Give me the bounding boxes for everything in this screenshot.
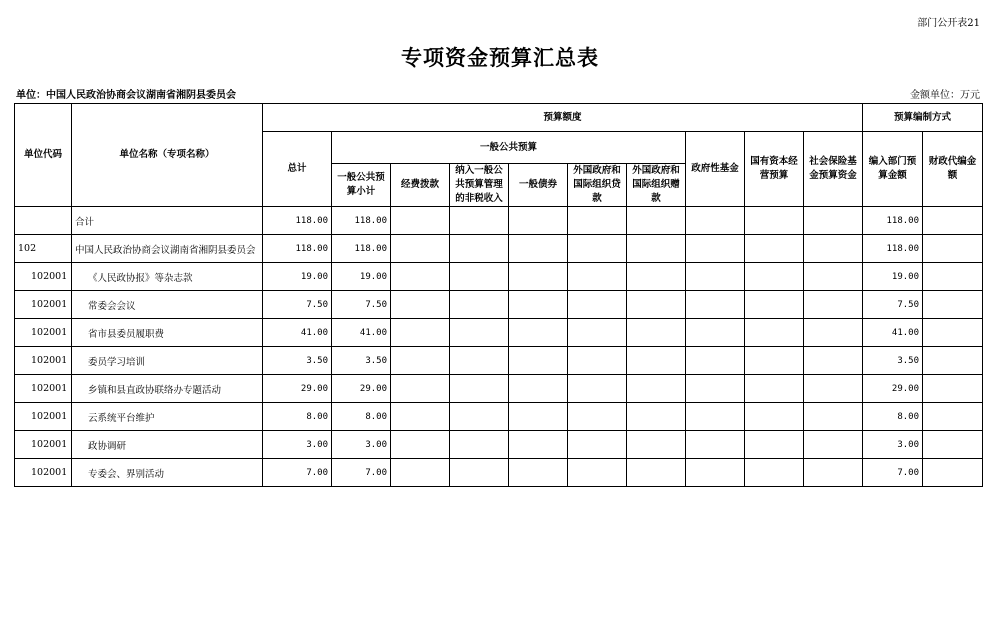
cell-state-capital [745,375,804,403]
cell-fund-allocation [391,207,450,235]
cell-general-subtotal: 41.00 [332,319,391,347]
cell-total: 29.00 [263,375,332,403]
cell-foreign-loan [568,235,627,263]
cell-unit-name: 中国人民政治协商会议湖南省湘阴县委员会 [72,235,263,263]
cell-fund-allocation [391,375,450,403]
cell-gov-fund [686,347,745,375]
cell-foreign-loan [568,207,627,235]
cell-non-tax-income [450,459,509,487]
cell-total: 41.00 [263,319,332,347]
cell-fund-allocation [391,347,450,375]
amount-unit-label: 金额单位：万元 [910,90,980,101]
cell-non-tax-income [450,431,509,459]
cell-social-insurance [804,263,863,291]
cell-foreign-grant [627,235,686,263]
col-compile-method: 预算编制方式 [863,104,983,132]
cell-unit-code: 102001 [15,403,72,431]
col-foreign-loan: 外国政府和国际组织贷款 [568,164,627,207]
cell-foreign-loan [568,375,627,403]
cell-dept-budget: 3.00 [863,431,923,459]
cell-unit-name: 云系统平台维护 [72,403,263,431]
col-fund-allocation: 经费拨款 [391,164,450,207]
cell-unit-code: 102001 [15,263,72,291]
cell-foreign-grant [627,375,686,403]
table-row [15,431,983,459]
cell-unit-code: 102001 [15,347,72,375]
cell-state-capital [745,291,804,319]
cell-unit-name: 专委会、界别活动 [72,459,263,487]
cell-fund-allocation [391,403,450,431]
cell-social-insurance [804,347,863,375]
cell-fiscal-agent [923,319,983,347]
cell-dept-budget: 19.00 [863,263,923,291]
cell-social-insurance [804,431,863,459]
cell-social-insurance [804,459,863,487]
cell-general-subtotal: 3.50 [332,347,391,375]
cell-foreign-grant [627,459,686,487]
cell-social-insurance [804,375,863,403]
cell-general-subtotal: 8.00 [332,403,391,431]
cell-dept-budget: 3.50 [863,347,923,375]
cell-state-capital [745,347,804,375]
cell-fund-allocation [391,263,450,291]
cell-social-insurance [804,291,863,319]
col-general-subtotal: 一般公共预算小计 [332,164,391,207]
cell-general-subtotal: 19.00 [332,263,391,291]
col-state-capital: 国有资本经营预算 [745,132,804,207]
col-social-insurance: 社会保险基金预算资金 [804,132,863,207]
cell-total: 7.00 [263,459,332,487]
table-row [15,347,983,375]
cell-state-capital [745,319,804,347]
cell-gov-fund [686,319,745,347]
cell-fiscal-agent [923,375,983,403]
cell-state-capital [745,263,804,291]
cell-unit-name: 委员学习培训 [72,347,263,375]
cell-non-tax-income [450,319,509,347]
cell-total: 3.00 [263,431,332,459]
cell-fiscal-agent [923,459,983,487]
cell-dept-budget: 118.00 [863,235,923,263]
unit-label: 单位：中国人民政治协商会议湖南省湘阴县委员会 [16,90,236,101]
col-fiscal-agent: 财政代编金额 [923,132,983,207]
cell-foreign-grant [627,263,686,291]
cell-state-capital [745,207,804,235]
cell-dept-budget: 7.50 [863,291,923,319]
col-foreign-grant: 外国政府和国际组织赠款 [627,164,686,207]
cell-general-bond [509,235,568,263]
page-title: 专项资金预算汇总表 [401,45,599,70]
cell-foreign-grant [627,291,686,319]
cell-total: 3.50 [263,347,332,375]
cell-gov-fund [686,263,745,291]
cell-unit-code: 102001 [15,319,72,347]
cell-fund-allocation [391,459,450,487]
col-gov-fund: 政府性基金 [686,132,745,207]
cell-non-tax-income [450,263,509,291]
cell-non-tax-income [450,235,509,263]
cell-foreign-loan [568,347,627,375]
cell-general-bond [509,347,568,375]
cell-total: 118.00 [263,235,332,263]
cell-unit-name: 政协调研 [72,431,263,459]
cell-foreign-grant [627,207,686,235]
table-row [15,263,983,291]
table-row [15,235,983,263]
cell-total: 118.00 [263,207,332,235]
col-unit-code: 单位代码 [15,104,72,207]
cell-unit-code: 102 [15,235,72,263]
cell-general-bond [509,431,568,459]
cell-fiscal-agent [923,263,983,291]
cell-state-capital [745,235,804,263]
cell-social-insurance [804,319,863,347]
cell-gov-fund [686,207,745,235]
col-general-public: 一般公共预算 [332,132,686,164]
cell-unit-name: 《人民政协报》等杂志款 [72,263,263,291]
cell-non-tax-income [450,291,509,319]
cell-unit-code: 102001 [15,375,72,403]
cell-general-bond [509,375,568,403]
cell-fund-allocation [391,431,450,459]
cell-foreign-grant [627,431,686,459]
col-unit-name: 单位名称（专项名称） [72,104,263,207]
cell-general-subtotal: 118.00 [332,235,391,263]
col-total: 总计 [263,132,332,207]
cell-dept-budget: 118.00 [863,207,923,235]
cell-foreign-loan [568,263,627,291]
col-non-tax-income: 纳入一般公共预算管理的非税收入 [450,164,509,207]
cell-fund-allocation [391,235,450,263]
cell-fiscal-agent [923,235,983,263]
cell-unit-code [15,207,72,235]
cell-dept-budget: 29.00 [863,375,923,403]
cell-unit-code: 102001 [15,459,72,487]
cell-foreign-loan [568,319,627,347]
table-row [15,291,983,319]
table-row [15,459,983,487]
cell-general-bond [509,263,568,291]
form-number: 部门公开表21 [917,18,980,29]
table-row [15,319,983,347]
cell-gov-fund [686,235,745,263]
cell-fiscal-agent [923,431,983,459]
cell-gov-fund [686,459,745,487]
cell-general-bond [509,207,568,235]
table-row [15,403,983,431]
cell-total: 8.00 [263,403,332,431]
cell-foreign-loan [568,291,627,319]
cell-unit-name: 省市县委员履职费 [72,319,263,347]
cell-dept-budget: 41.00 [863,319,923,347]
cell-general-bond [509,319,568,347]
cell-fiscal-agent [923,347,983,375]
cell-gov-fund [686,403,745,431]
cell-social-insurance [804,235,863,263]
table-row [15,375,983,403]
cell-gov-fund [686,291,745,319]
cell-state-capital [745,403,804,431]
cell-social-insurance [804,403,863,431]
cell-fund-allocation [391,319,450,347]
cell-total: 7.50 [263,291,332,319]
cell-non-tax-income [450,207,509,235]
table-row [15,207,983,235]
table-body [15,207,983,487]
cell-state-capital [745,459,804,487]
cell-fiscal-agent [923,403,983,431]
cell-fiscal-agent [923,291,983,319]
cell-unit-name: 常委会会议 [72,291,263,319]
cell-general-subtotal: 7.00 [332,459,391,487]
cell-unit-name: 合计 [72,207,263,235]
cell-total: 19.00 [263,263,332,291]
cell-general-bond [509,403,568,431]
cell-state-capital [745,431,804,459]
table-header [15,104,983,207]
cell-fiscal-agent [923,207,983,235]
cell-unit-name: 乡镇和县直政协联络办专题活动 [72,375,263,403]
cell-non-tax-income [450,375,509,403]
col-general-bond: 一般债券 [509,164,568,207]
cell-unit-code: 102001 [15,431,72,459]
cell-gov-fund [686,375,745,403]
budget-table [14,103,983,487]
cell-unit-code: 102001 [15,291,72,319]
cell-non-tax-income [450,403,509,431]
col-dept-budget: 编入部门预算金额 [863,132,923,207]
cell-general-subtotal: 29.00 [332,375,391,403]
cell-general-subtotal: 7.50 [332,291,391,319]
cell-foreign-loan [568,459,627,487]
cell-foreign-grant [627,347,686,375]
cell-dept-budget: 7.00 [863,459,923,487]
cell-fund-allocation [391,291,450,319]
cell-non-tax-income [450,347,509,375]
cell-gov-fund [686,431,745,459]
cell-foreign-grant [627,403,686,431]
cell-social-insurance [804,207,863,235]
cell-general-subtotal: 118.00 [332,207,391,235]
cell-foreign-grant [627,319,686,347]
cell-foreign-loan [568,403,627,431]
cell-foreign-loan [568,431,627,459]
cell-dept-budget: 8.00 [863,403,923,431]
col-budget-amount: 预算额度 [263,104,863,132]
cell-general-bond [509,291,568,319]
cell-general-bond [509,459,568,487]
cell-general-subtotal: 3.00 [332,431,391,459]
